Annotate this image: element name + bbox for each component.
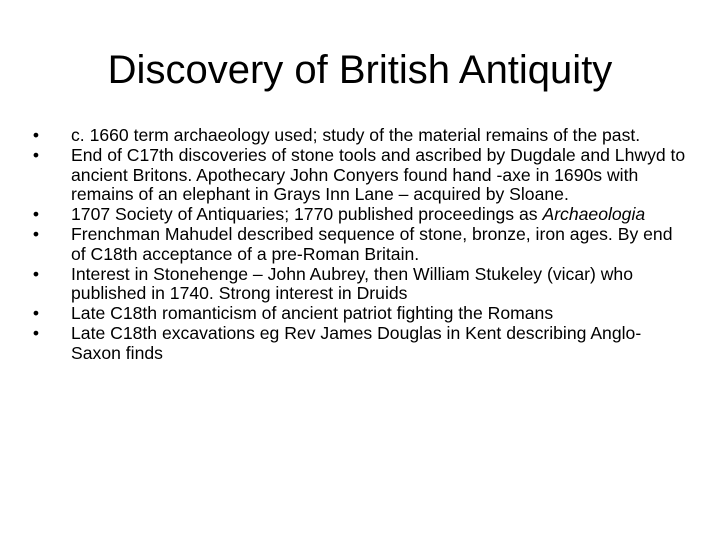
slide-title: Discovery of British Antiquity [107,48,613,92]
bullet-text [71,224,673,264]
bullet-text-main: Late C18th excavations eg Rev James Douglas in Kent describing Anglo-Saxon finds [71,322,642,363]
bullet-item [30,265,690,305]
bullet-text-main: End of C17th discoveries of stone tools and ascribed by Dugdale and Lhwyd to ancient Britons. Apothecary John Conyers found hand -axe in 1690s with remains of an elephant in Grays Inn Lane – acquired by Sloane. [71,144,686,205]
bullet-marker: • [32,204,40,225]
bullet-marker: • [32,144,40,165]
bullet-text-italic: Archaeologia [542,204,646,225]
bullet-item [30,205,690,225]
bullet-item [30,146,690,205]
bullet-list [30,126,690,364]
bullet-marker: • [32,263,40,284]
bullet-text-main: Interest in Stonehenge – John Aubrey, then William Stukeley (vicar) who published in 1740. Strong interest in Druids [71,263,633,304]
bullet-item [30,324,690,364]
bullet-text [71,303,553,323]
bullet-text [71,145,685,205]
bullet-text [71,204,645,224]
bullet-marker: • [32,303,40,324]
bullet-text [71,264,633,304]
bullet-text-main: Late C18th romanticism of ancient patriot fighting the Romans [71,303,554,324]
bullet-marker: • [32,125,40,145]
bullet-marker: • [32,322,40,343]
bullet-item [30,304,690,324]
bullet-item [30,126,690,146]
bullet-text-main: 1707 Society of Antiquaries; 1770 published proceedings as [71,204,538,225]
bullet-text [71,125,640,145]
bullet-marker: • [32,223,40,244]
bullet-text [71,323,641,363]
bullet-item [30,225,690,265]
bullet-text-main: c. 1660 term archaeology used; study of the material remains of the past. [71,125,641,145]
bullet-text-main: Frenchman Mahudel described sequence of stone, bronze, iron ages. By end of C18th acceptance of a pre-Roman Britain. [71,223,673,264]
